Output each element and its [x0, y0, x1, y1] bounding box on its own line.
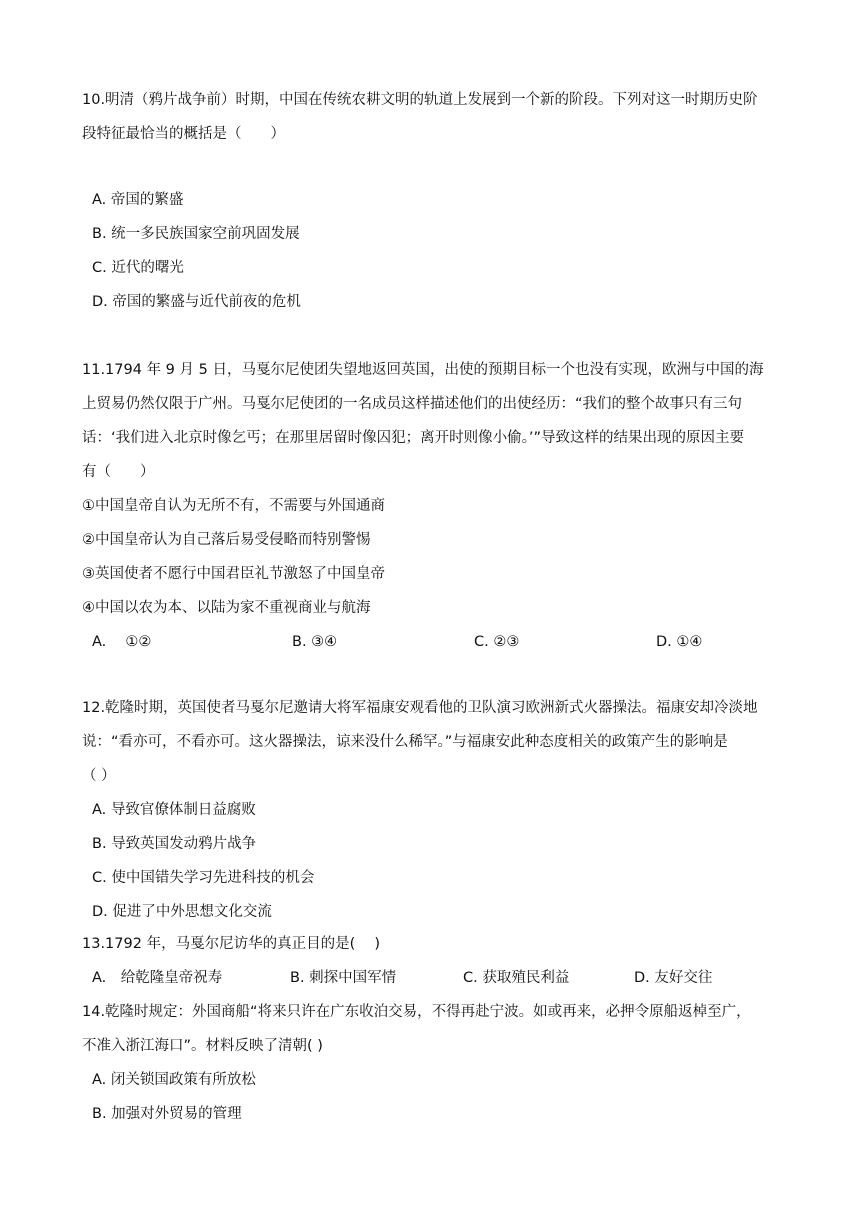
question-10-option-d: D. 帝国的繁盛与近代前夜的危机 — [92, 294, 301, 310]
question-13-option-c: C. 获取殖民利益 — [463, 970, 570, 986]
question-12-line-2: 说：“看亦可，不看亦可。这火器操法，谅来没什么稀罕。”与福康安此种态度相关的政策产生的影响是 — [82, 734, 728, 750]
question-13-option-b: B. 刺探中国军情 — [290, 970, 397, 986]
question-13-option-a: A. 给乾隆皇帝祝寿 — [92, 970, 223, 986]
question-10-line-1: 10.明清（鸦片战争前）时期，中国在传统农耕文明的轨道上发展到一个新的阶段。下列对这一时期历史阶 — [82, 92, 758, 108]
question-11-line-3: 话：‘我们进入北京时像乞丐；在那里居留时像囚犯；离开时则像小偷。’”导致这样的结果出现的原因主要 — [82, 430, 744, 446]
question-12-option-b: B. 导致英国发动鸦片战争 — [92, 836, 257, 852]
question-11-line-1: 11.1794 年 9 月 5 日，马戛尔尼使团失望地返回英国，出使的预期目标一个也没有实现，欧洲与中国的海 — [82, 362, 764, 378]
question-11-statement-2: ②中国皇帝认为自己落后易受侵略而特别警惕 — [82, 532, 371, 548]
question-10-option-b: B. 统一多民族国家空前巩固发展 — [92, 226, 300, 242]
question-10-option-c: C. 近代的曙光 — [92, 260, 184, 276]
question-11-statement-3: ③英国使者不愿行中国君臣礼节激怒了中国皇帝 — [82, 566, 385, 582]
question-11-line-4: 有（ ） — [82, 464, 155, 480]
question-11-option-c: C. ②③ — [474, 634, 520, 650]
question-12-option-c: C. 使中国错失学习先进科技的机会 — [92, 870, 315, 886]
question-11-option-d: D. ①④ — [656, 634, 703, 650]
question-10-option-a: A. 帝国的繁盛 — [92, 192, 184, 208]
question-13-line-1: 13.1792 年，马戛尔尼访华的真正目的是( ) — [82, 936, 380, 952]
question-12-line-3: （ ） — [82, 768, 116, 784]
question-14-option-a: A. 闭关锁国政策有所放松 — [92, 1072, 256, 1088]
question-11-line-2: 上贸易仍然仅限于广州。马戛尔尼使团的一名成员这样描述他们的出使经历：“我们的整个故事只有三句 — [82, 396, 743, 412]
question-11-option-b: B. ③④ — [292, 634, 338, 650]
question-14-option-b: B. 加强对外贸易的管理 — [92, 1106, 242, 1122]
question-12-line-1: 12.乾隆时期，英国使者马戛尔尼邀请大将军福康安观看他的卫队演习欧洲新式火器操法。福康安却冷淡地 — [82, 700, 758, 716]
question-11-statement-4: ④中国以农为本、以陆为家不重视商业与航海 — [82, 600, 371, 616]
question-12-option-d: D. 促进了中外思想文化交流 — [92, 904, 272, 920]
question-12-option-a: A. 导致官僚体制日益腐败 — [92, 802, 256, 818]
question-11-option-a: A. ①② — [92, 634, 152, 650]
question-14-line-2: 不准入浙江海口”。材料反映了清朝( ) — [82, 1038, 323, 1054]
question-11-statement-1: ①中国皇帝自认为无所不有，不需要与外国通商 — [82, 498, 385, 514]
question-10-line-2: 段特征最恰当的概括是（ ） — [82, 126, 285, 142]
question-14-line-1: 14.乾隆时规定：外国商船“将来只许在广东收泊交易，不得再赴宁波。如或再来，必押令原船返棹至广， — [82, 1004, 751, 1020]
question-13-option-d: D. 友好交往 — [634, 970, 713, 986]
